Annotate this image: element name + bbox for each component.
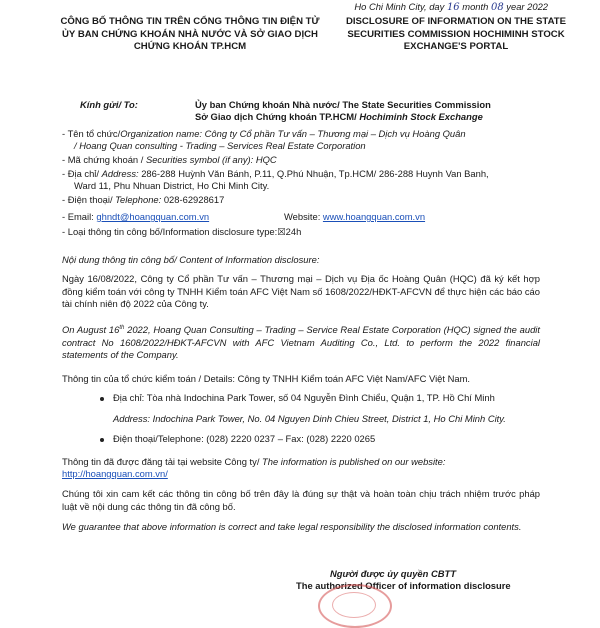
auditor-line: Thông tin của tổ chức kiểm toán / Details: Công ty TNHH Kiểm toán AFC Việt Nam/AFC Việt Nam. <box>62 373 470 384</box>
address-value-1: 286-288 Huỳnh Văn Bánh, P.11, Q.Phú Nhuận, Tp.HCM/ 286-288 Huynh Van Banh, <box>138 168 489 179</box>
address-row <box>62 168 489 180</box>
bullet-dash: - <box>62 128 66 139</box>
document-date <box>354 1 548 13</box>
bullet-dot-icon <box>100 438 104 442</box>
en-title: DISCLOSURE OF INFORMATION ON THE STATE SECURITIES COMMISSION HOCHIMINH STOCK EXCHANGE'S PORTAL <box>345 16 567 52</box>
auditor-address-en: Address: Indochina Park Tower, No. 04 Nguyen Dinh Chieu Street, District 1, Ho Chi Minh City. <box>113 413 506 424</box>
org-name-label: Tên tổ chức/ <box>67 128 121 139</box>
posted-url-link[interactable]: http://hoangquan.com.vn/ <box>62 468 168 479</box>
content-heading: Nội dung thông tin công bố/ Content of Information disclosure: <box>62 254 320 265</box>
posted-en: The information is published on our website: <box>262 456 446 467</box>
website-label: Website: <box>284 211 321 222</box>
symbol-value: HQC <box>253 154 277 165</box>
auditor-phone-fax: Điện thoại/Telephone: (028) 2220 0237 – Fax: (028) 2220 0265 <box>113 433 376 444</box>
addressee-line-2-vn: Sở Giao dịch Chứng khoán TP.HCM/ <box>195 111 357 122</box>
en-para-superscript: th <box>119 325 125 331</box>
commitment-en: We guarantee that above information is correct and take legal responsibility the disclosed information contents. <box>62 521 522 532</box>
type-row <box>62 226 301 238</box>
bullet-dash: - <box>62 168 66 179</box>
org-name-row <box>62 128 466 140</box>
org-name-label-en: Organization name: <box>120 128 203 139</box>
email-label: Email: <box>67 211 94 222</box>
addressee-line-2 <box>195 111 483 123</box>
posted-url-row <box>62 468 168 480</box>
email-row <box>62 211 209 223</box>
date-day: 16 <box>446 2 460 13</box>
vn-title: CÔNG BỐ THÔNG TIN TRÊN CỔNG THÔNG TIN ĐIỆN TỬ ỦY BAN CHỨNG KHOÁN NHÀ NƯỚC VÀ SỞ GIAO DỊCH CHỨNG KHOÁN TP.HCM <box>60 16 320 52</box>
en-para-start: On August 16 <box>62 324 120 336</box>
type-value: 24h <box>285 226 302 237</box>
type-label: Loại thông tin công bố/Information disclosure type: <box>67 226 278 237</box>
org-name-value-2: / Hoang Quan consulting - Trading – Services Real Estate Corporation <box>74 140 366 151</box>
phone-label-en: Telephone: <box>115 194 162 205</box>
symbol-label: Mã chứng khoán / <box>67 154 144 165</box>
content-vn-paragraph: Ngày 16/08/2022, Công ty Cổ phần Tư vấn – Thương mại – Dịch vụ Địa ốc Hoàng Quân (HQC) đã ký kết hợp đồng kiểm toán với công ty TNHH Kiểm toán AFC Việt Nam số 1608/2022/HĐKT-AFCVN để thực hiện các báo cáo tài chính niên độ 2022 của Công ty. <box>62 273 540 309</box>
addressee-label: Kính gửi/ To: <box>80 99 138 110</box>
date-prefix: Ho Chi Minh City, day <box>354 1 445 12</box>
phone-value: 028-62928617 <box>161 194 225 205</box>
symbol-label-en: Securities symbol (if any): <box>145 154 254 165</box>
addressee-line-2-en: Hochiminh Stock Exchange <box>359 111 483 122</box>
date-year: year 2022 <box>506 1 548 12</box>
website-row <box>284 211 425 223</box>
bullet-dot-icon <box>100 397 104 401</box>
date-month: 08 <box>490 2 504 13</box>
address-label: Địa chỉ/ <box>67 168 99 179</box>
date-month-word: month <box>462 1 489 12</box>
en-para-rest: 2022, Hoang Quan Consulting – Trading – Service Real Estate Corporation (HQC) signed the audit contract No 1608/2022/HĐKT-AFCVN with AFC Vietnam Auditing Co., Ltd. to perform the 2022 financial statements of the Company. <box>62 324 540 361</box>
checkbox-checked-icon: ☒ <box>277 226 286 237</box>
addressee-line-1: Ủy ban Chứng khoán Nhà nước/ The State Securities Commission <box>195 99 491 110</box>
posted-line <box>62 456 445 468</box>
commitment-vn: Chúng tôi xin cam kết các thông tin công bố trên đây là đúng sự thật và hoàn toàn chịu trách nhiệm trước pháp luật về nội dung các thông tin đã công bố. <box>62 488 540 512</box>
auditor-address-vn: Địa chỉ: Tòa nhà Indochina Park Tower, số 04 Nguyễn Đình Chiểu, Quận 1, TP. Hồ Chí Minh <box>113 392 495 403</box>
bullet-dash: - <box>62 154 66 165</box>
website-link[interactable]: www.hoangquan.com.vn <box>322 211 426 222</box>
signature-vn: Người được ủy quyền CBTT <box>330 568 456 579</box>
signature-en: The authorized Officer of information disclosure <box>296 580 511 591</box>
phone-row <box>62 194 224 206</box>
posted-vn: Thông tin đã được đăng tải tại website Công ty/ <box>62 456 263 467</box>
company-stamp-inner-ring <box>332 592 376 618</box>
address-label-en: Address: <box>101 168 139 179</box>
address-value-2: Ward 11, Phu Nhuan District, Ho Chi Minh City. <box>74 180 270 191</box>
bullet-dash: - <box>62 226 66 237</box>
bullet-dash: - <box>62 194 66 205</box>
content-en-paragraph <box>62 322 540 362</box>
phone-label: Điện thoại/ <box>67 194 113 205</box>
org-name-value-1: Công ty Cổ phần Tư vấn – Thương mại – Dịch vụ Hoàng Quân <box>202 128 466 139</box>
bullet-dash: - <box>62 211 66 222</box>
email-link[interactable]: ghndt@hoangquan.com.vn <box>96 211 210 222</box>
symbol-row <box>62 154 277 166</box>
